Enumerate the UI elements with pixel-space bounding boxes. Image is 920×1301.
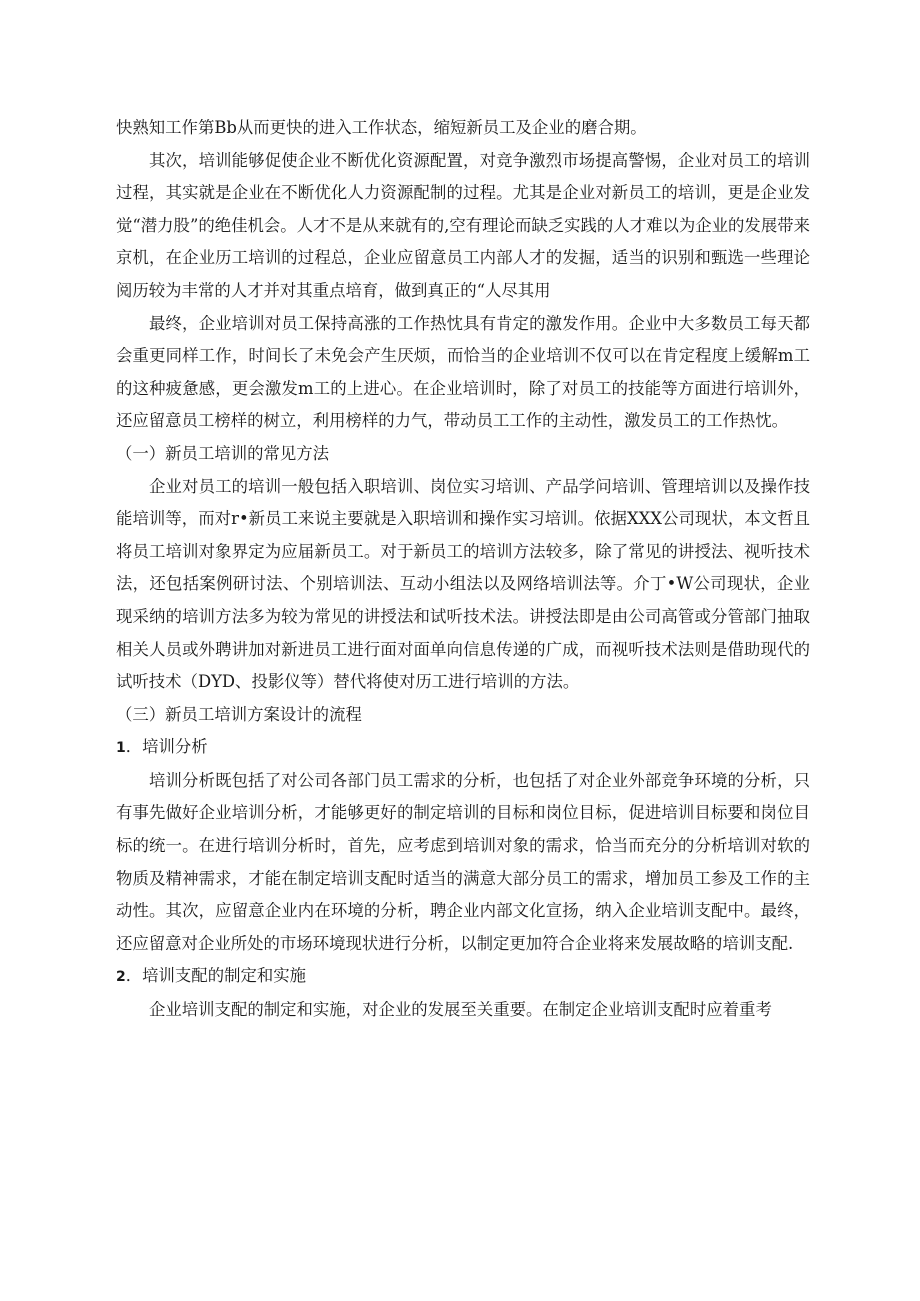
paragraph-second-benefit: 其次，培训能够促使企业不断优化资源配置，对竞争激烈市场提高警惕，企业对员工的培训过程，其实就是企业在不断优化人力资源配制的过程。尤其是企业对新员工的培训，更是企业发觉“潜力股”的绝佳机会。人才不是从来就有的,空有理论而缺乏实践的人才难以为企业的发展带来京机，在企业历工培训的过程总，企业应留意员工内部人才的发掘，适当的识别和甄选一些理论阅历较为丰常的人才并对其重点培育，做到真正的“人尽其用	[116, 150, 810, 300]
subheading-label: ．培训分析	[125, 737, 208, 757]
document-body	[116, 112, 810, 1027]
subheading-number: 2	[116, 969, 126, 986]
paragraph-training-methods: 企业对员工的培训一般包括入职培训、岗位实习培训、产品学问培训、管理培训以及操作技能培训等，而对r•新员工来说主要就是入职培训和操作实习培训。依据XXX公司现状，本文哲且将员工培训对象界定为应届新员工。对于新员工的培训方法较多，除了常见的讲授法、视听技术法，还包括案例研讨法、个别培训法、互动小组法以及网络培训法等。介丁•W公司现状，企业现采纳的培训方法多为较为常见的讲授法和试听技术法。讲授法即是由公司高管或分管部门抽取相关人员或外聘讲加对新进员工进行面对面单向信息传递的广成，而视听技术法则是借助现代的试听技术（DYD、投影仪等）替代将使对历工进行培训的方法。	[116, 476, 810, 692]
paragraph-plan-implementation: 企业培训支配的制定和实施，对企业的发展至关重要。在制定企业培训支配时应着重考	[149, 1000, 772, 1020]
section-heading-common-methods: （一）新员工培训的常见方法	[116, 443, 330, 463]
paragraph-training-analysis: 培训分析既包括了对公司各部门员工需求的分析，也包括了对企业外部竞争环境的分析，只有事先做好企业培训分析，才能够更好的制定培训的目标和岗位目标，促进培训目标要和岗位目标的统一。在进行培训分析时，首先，应考虑到培训对象的需求，恰当而充分的分析培训对软的物质及精神需求，才能在制定培训支配时适当的满意大部分员工的需求，增加员工参及工作的主动性。其次，应留意企业内在环境的分析，聘企业内部文化宣扬，纳入企业培训支配中。最终，还应留意对企业所处的市场环境现状进行分析，以制定更加符合企业将来发展故略的培训支配.	[116, 770, 810, 953]
subheading-number: 1	[116, 740, 126, 757]
paragraph-continuation: 快熟知工作第Bb从而更快的进入工作状态，缩短新员工及企业的磨合期。	[116, 118, 647, 137]
subheading-plan-implementation	[116, 960, 810, 994]
paragraph-final-benefit: 最终，企业培训对员工保持高涨的工作热忱具有肯定的激发作用。企业中大多数员工每天都会重更同样工作，时间长了未免会产生厌烦，而恰当的企业培训不仅可以在肯定程度上缓解m工的这种疲惫感，更会激发m工的上进心。在企业培训时，除了对员工的技能等方面进行培训外，还应留意员工榜样的树立，利用榜样的力气，带动员工工作的主动性，激发员工的工作热忱。	[116, 313, 810, 431]
subheading-label: ．培训支配的制定和实施	[125, 966, 307, 986]
subheading-training-analysis	[116, 731, 810, 765]
section-heading-design-process: （三）新员工培训方案设计的流程	[116, 704, 362, 724]
